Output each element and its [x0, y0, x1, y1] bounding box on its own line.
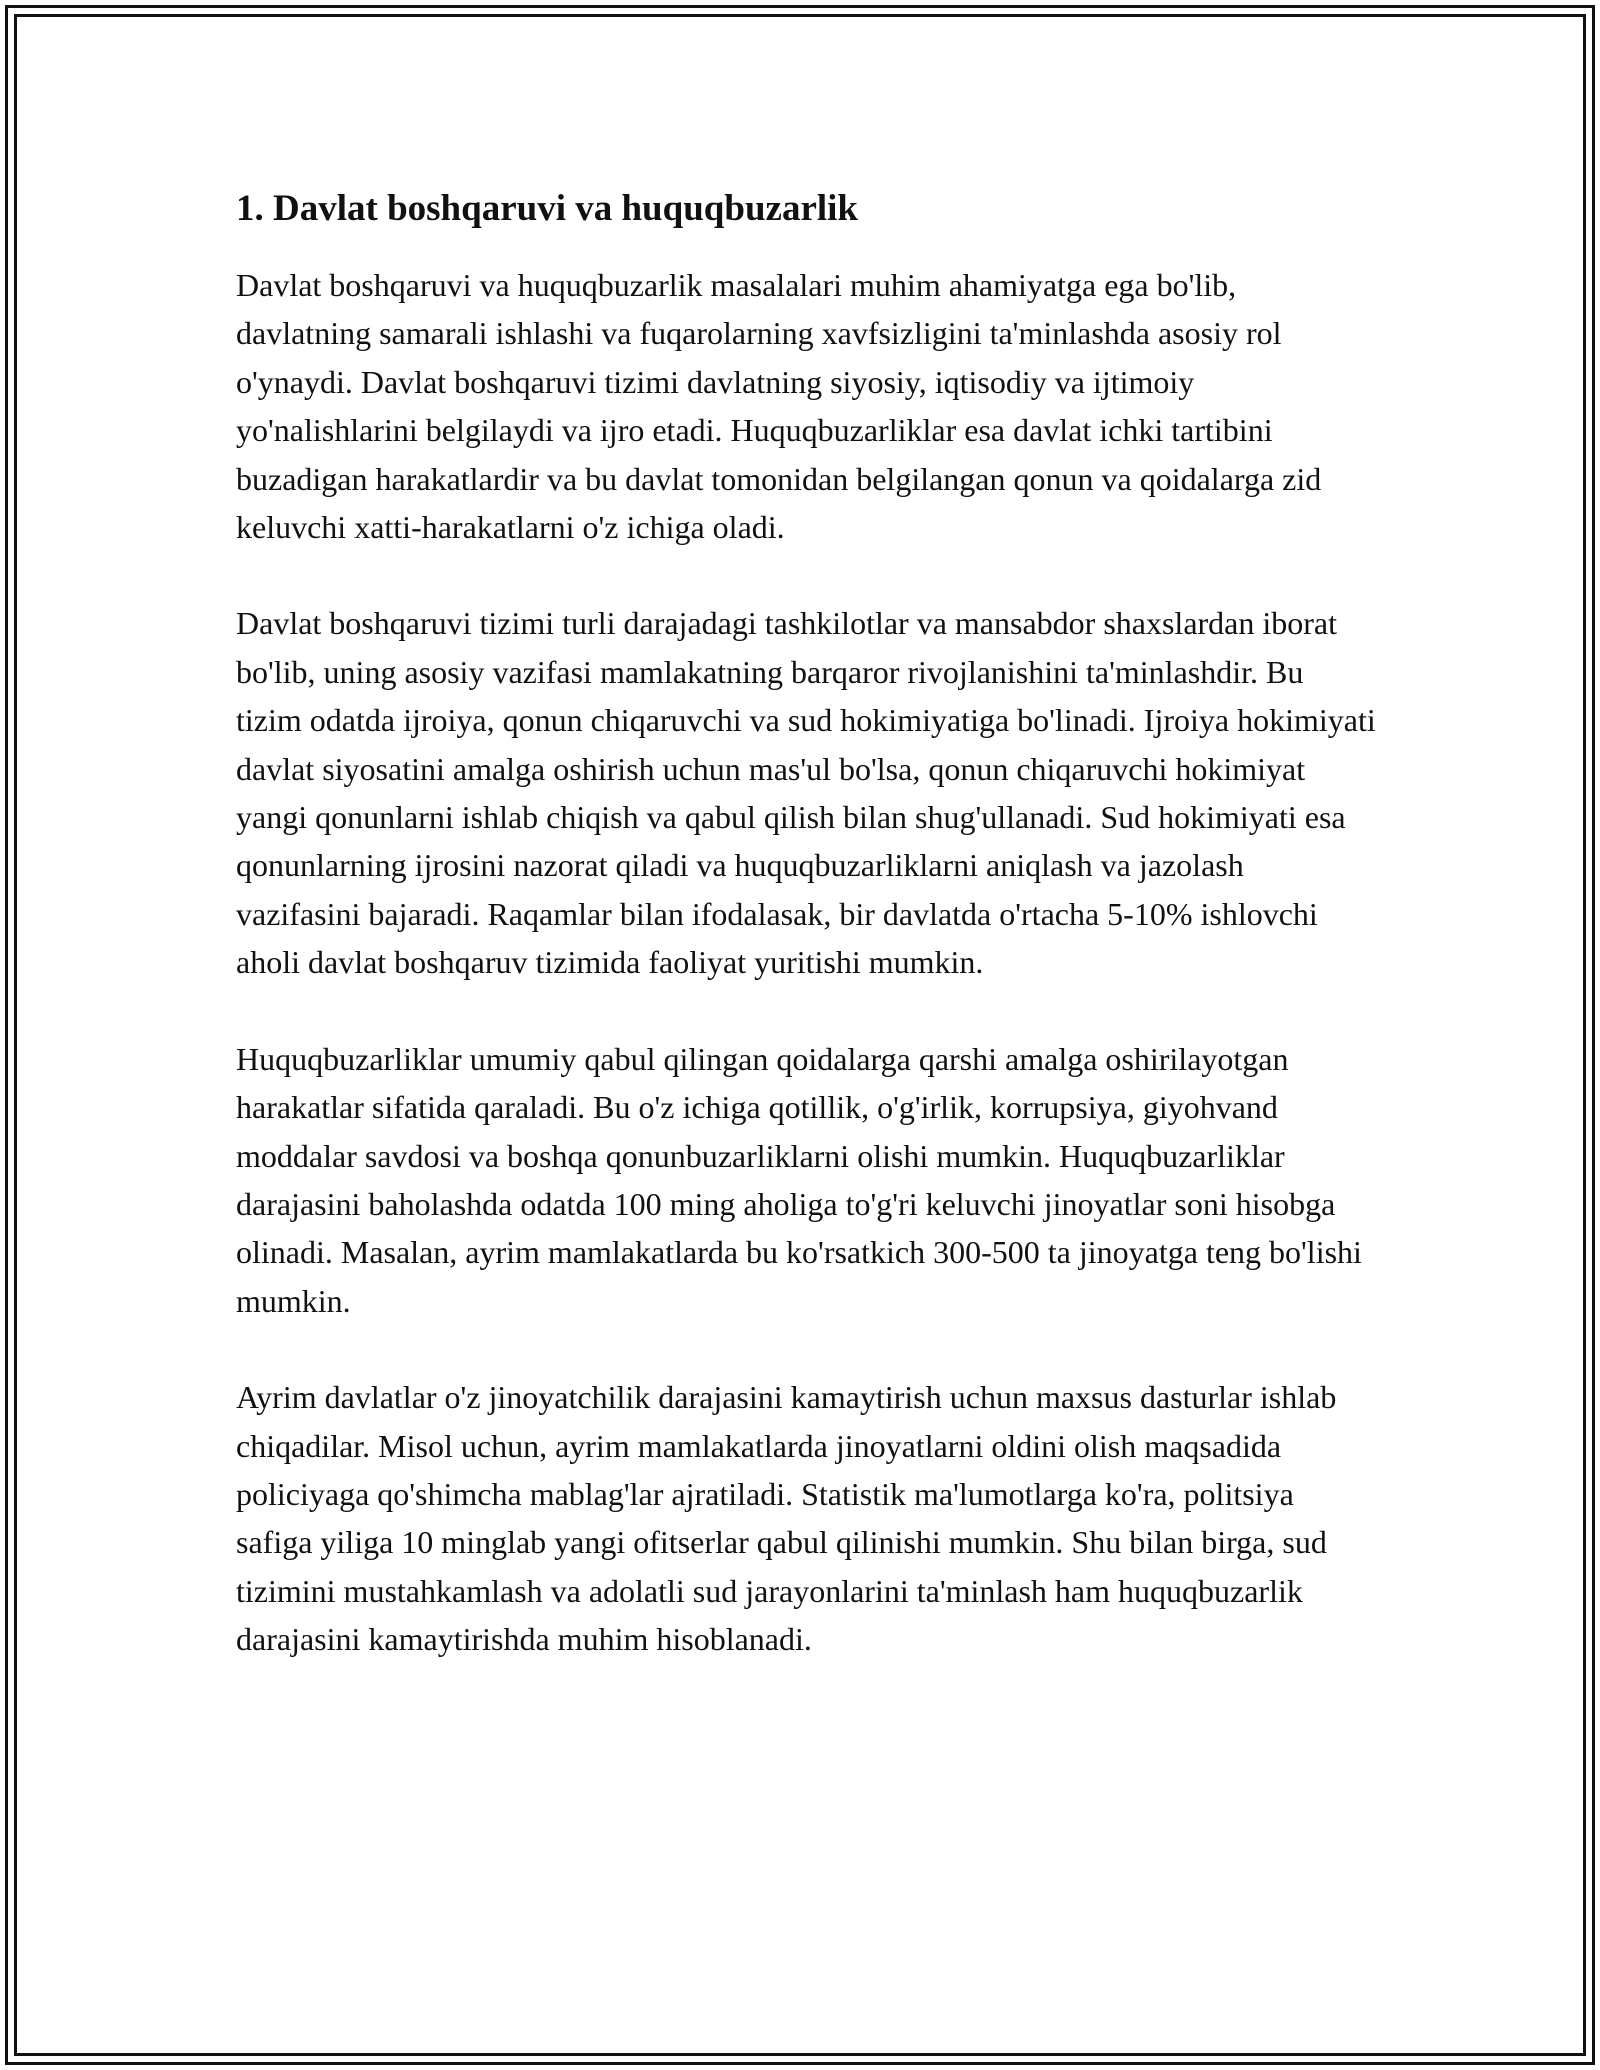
section-heading: 1. Davlat boshqaruvi va huquqbuzarlik [236, 188, 859, 229]
paragraph-4: Ayrim davlatlar o'z jinoyatchilik darajasini kamaytirish uchun maxsus dasturlar ishlab chiqadilar. Misol uchun, ayrim mamlakatlarda jinoyatlarni oldini olish maqsadida policiyaga qo'shimcha mablag'lar ajratiladi. Statistik ma'lumotlarga ko'ra, politsiya safiga yiliga 10 minglab yangi ofitserlar qabul qilinishi mumkin. Shu bilan birga, sud tizimini mustahkamlash va adolatli sud jarayonlarini ta'minlash ham huquqbuzarlik darajasini kamaytirishda muhim hisoblanadi. [236, 1379, 1337, 1658]
document-body [236, 185, 1376, 1664]
paragraph-3: Huquqbuzarliklar umumiy qabul qilingan qoidalarga qarshi amalga oshirilayotgan harakatlar sifatida qaraladi. Bu o'z ichiga qotillik, o'g'irlik, korrupsiya, giyohvand moddalar savdosi va boshqa qonunbuzarliklarni olishi mumkin. Huquqbuzarliklar darajasini baholashda odatda 100 ming aholiga to'g'ri keluvchi jinoyatlar soni hisobga olinadi. Masalan, ayrim mamlakatlarda bu ko'rsatkich 300-500 ta jinoyatga teng bo'lishi mumkin. [236, 1040, 1362, 1319]
paragraph-2: Davlat boshqaruvi tizimi turli darajadagi tashkilotlar va mansabdor shaxslardan iborat bo'lib, uning asosiy vazifasi mamlakatning barqaror rivojlanishini ta'minlashdir. Bu tizim odatda ijroiya, qonun chiqaruvchi va sud hokimiyatiga bo'linadi. Ijroiya hokimiyati davlat siyosatini amalga oshirish uchun mas'ul bo'lsa, qonun chiqaruvchi hokimiyat yangi qonunlarni ishlab chiqish va qabul qilish bilan shug'ullanadi. Sud hokimiyati esa qonunlarning ijrosini nazorat qiladi va huquqbuzarliklarni aniqlash va jazolash vazifasini bajaradi. Raqamlar bilan ifodalasak, bir davlatda o'rtacha 5-10% ishlovchi aholi davlat boshqaruv tizimida faoliyat yuritishi mumkin. [236, 605, 1376, 981]
paragraph-1: Davlat boshqaruvi va huquqbuzarlik masalalari muhim ahamiyatga ega bo'lib, davlatning samarali ishlashi va fuqarolarning xavfsizligini ta'minlashda asosiy rol o'ynaydi. Davlat boshqaruvi tizimi davlatning siyosiy, iqtisodiy va ijtimoiy yo'nalishlarini belgilaydi va ijro etadi. Huquqbuzarliklar esa davlat ichki tartibini buzadigan harakatlardir va bu davlat tomonidan belgilangan qonun va qoidalarga zid keluvchi xatti-harakatlarni o'z ichiga oladi. [236, 267, 1322, 546]
